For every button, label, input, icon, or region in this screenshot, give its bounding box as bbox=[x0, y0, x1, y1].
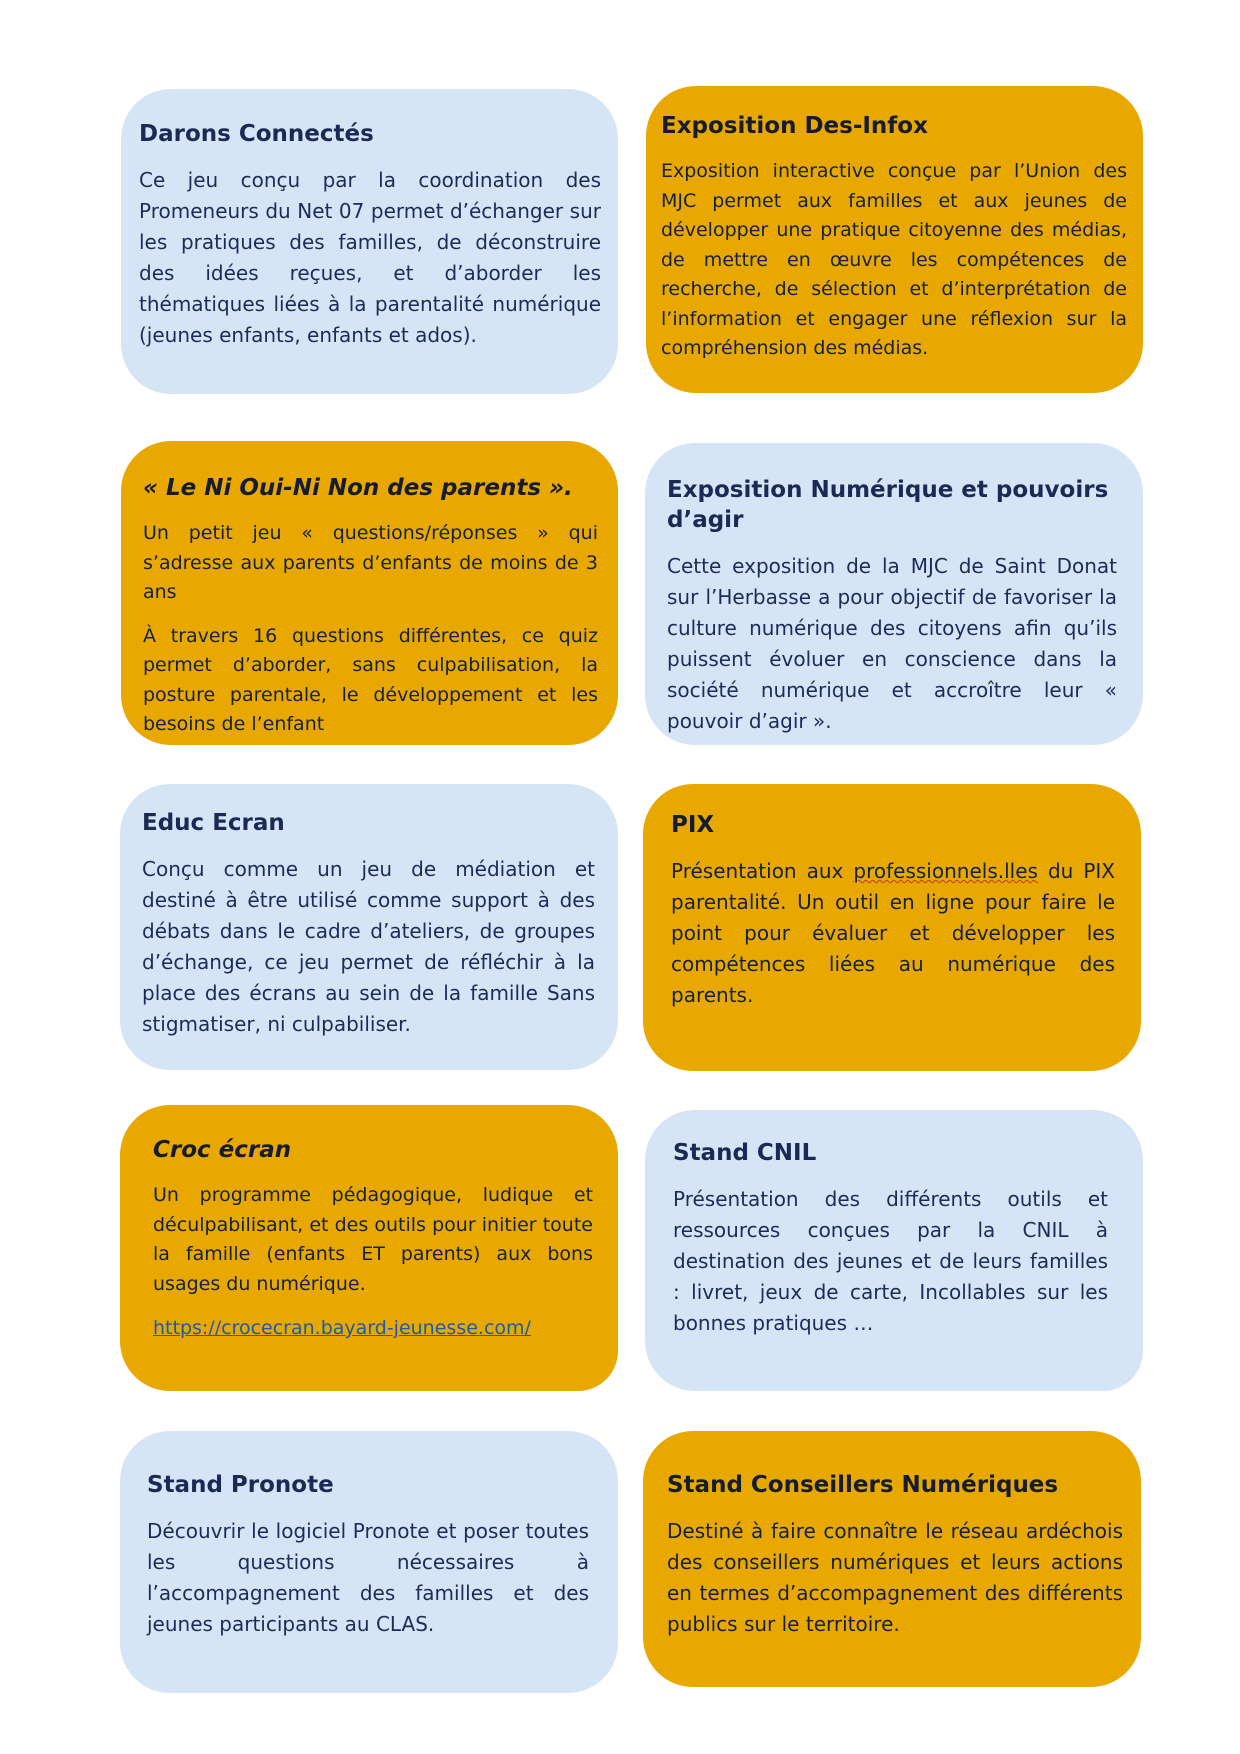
card-description: Un programme pédagogique, ludique et déculpabilisant, et des outils pour initier toute la famille (enfants ET parents) aux bons usages du numérique. bbox=[153, 1184, 593, 1295]
card-croc-ecran bbox=[120, 1105, 618, 1391]
card-description: Présentation des différents outils et ressources conçues par la CNIL à destination des jeunes et de leurs familles : livret, jeux de carte, Incollables sur les bonnes pratiques … bbox=[673, 1187, 1108, 1335]
card-title: Croc écran bbox=[153, 1137, 292, 1163]
card-description: Exposition interactive conçue par l’Union des MJC permet aux familles et aux jeunes de développer une pratique citoyenne des médias, de mettre en œuvre les compétences de recherche, de sélection et d’interprétation de l’information et engager une réflexion sur la compréhension des médias. bbox=[661, 160, 1127, 359]
card-pix bbox=[643, 784, 1141, 1071]
card-description: Découvrir le logiciel Pronote et poser toutes les questions nécessaires à l’accompagnement des familles et des jeunes participants au CLAS. bbox=[147, 1519, 589, 1636]
card-description: Conçu comme un jeu de médiation et destiné à être utilisé comme support à des débats dans le cadre d’ateliers, de groupes d’échange, ce jeu permet de réfléchir à la place des écrans au sein de la famille Sans stigmatiser, ni culpabiliser. bbox=[142, 857, 595, 1036]
card-title: Educ Ecran bbox=[142, 810, 285, 836]
card-title: Exposition Des-Infox bbox=[661, 113, 928, 139]
card-stand-conseillers-numeriques bbox=[643, 1431, 1141, 1687]
card-exposition-des-infox bbox=[646, 86, 1143, 393]
card-darons-connectes bbox=[121, 89, 618, 394]
card-title: PIX bbox=[671, 812, 715, 838]
card-ni-oui-ni-non bbox=[121, 441, 618, 745]
card-title: Exposition Numérique et pouvoirs d’agir bbox=[667, 477, 1109, 533]
card-title: « Le Ni Oui-Ni Non des parents ». bbox=[143, 475, 573, 501]
card-description: Destiné à faire connaître le réseau ardéchois des conseillers numériques et leurs actions en termes d’accompagnement des différents publics sur le territoire. bbox=[667, 1519, 1123, 1636]
card-educ-ecran bbox=[120, 784, 618, 1070]
card-stand-pronote bbox=[120, 1431, 618, 1693]
card-title: Stand CNIL bbox=[673, 1140, 817, 1166]
card-description: Présentation aux professionnels.lles du PIX parentalité. Un outil en ligne pour faire le point pour évaluer et développer les compétences liées au numérique des parents. bbox=[671, 859, 1115, 1007]
card-description: Cette exposition de la MJC de Saint Donat sur l’Herbasse a pour objectif de favoriser la culture numérique des citoyens afin qu’ils puissent évoluer en conscience dans la société numérique et accroître leur « pouvoir d’agir ». bbox=[667, 554, 1117, 733]
card-title: Darons Connectés bbox=[139, 121, 374, 147]
card-title: Stand Conseillers Numériques bbox=[667, 1472, 1059, 1498]
card-description: Ce jeu conçu par la coordination des Promeneurs du Net 07 permet d’échanger sur les pratiques des familles, de déconstruire des idées reçues, et d’aborder les thématiques liées à la parentalité numérique (jeunes enfants, enfants et ados). bbox=[139, 168, 601, 347]
card-exposition-numerique-pouvoirs bbox=[645, 443, 1143, 745]
spellcheck-flagged-word: professionnels.lles bbox=[853, 859, 1038, 883]
croc-ecran-link[interactable]: https://crocecran.bayard-jeunesse.com/ bbox=[153, 1317, 531, 1339]
card-description-details: À travers 16 questions différentes, ce quiz permet d’aborder, sans culpabilisation, la posture parentale, le développement et les besoins de l’enfant bbox=[143, 624, 598, 735]
card-stand-cnil bbox=[645, 1110, 1143, 1391]
card-description-intro: Un petit jeu « questions/réponses » qui s’adresse aux parents d’enfants de moins de 3 ans bbox=[143, 522, 598, 603]
card-title: Stand Pronote bbox=[147, 1472, 334, 1498]
